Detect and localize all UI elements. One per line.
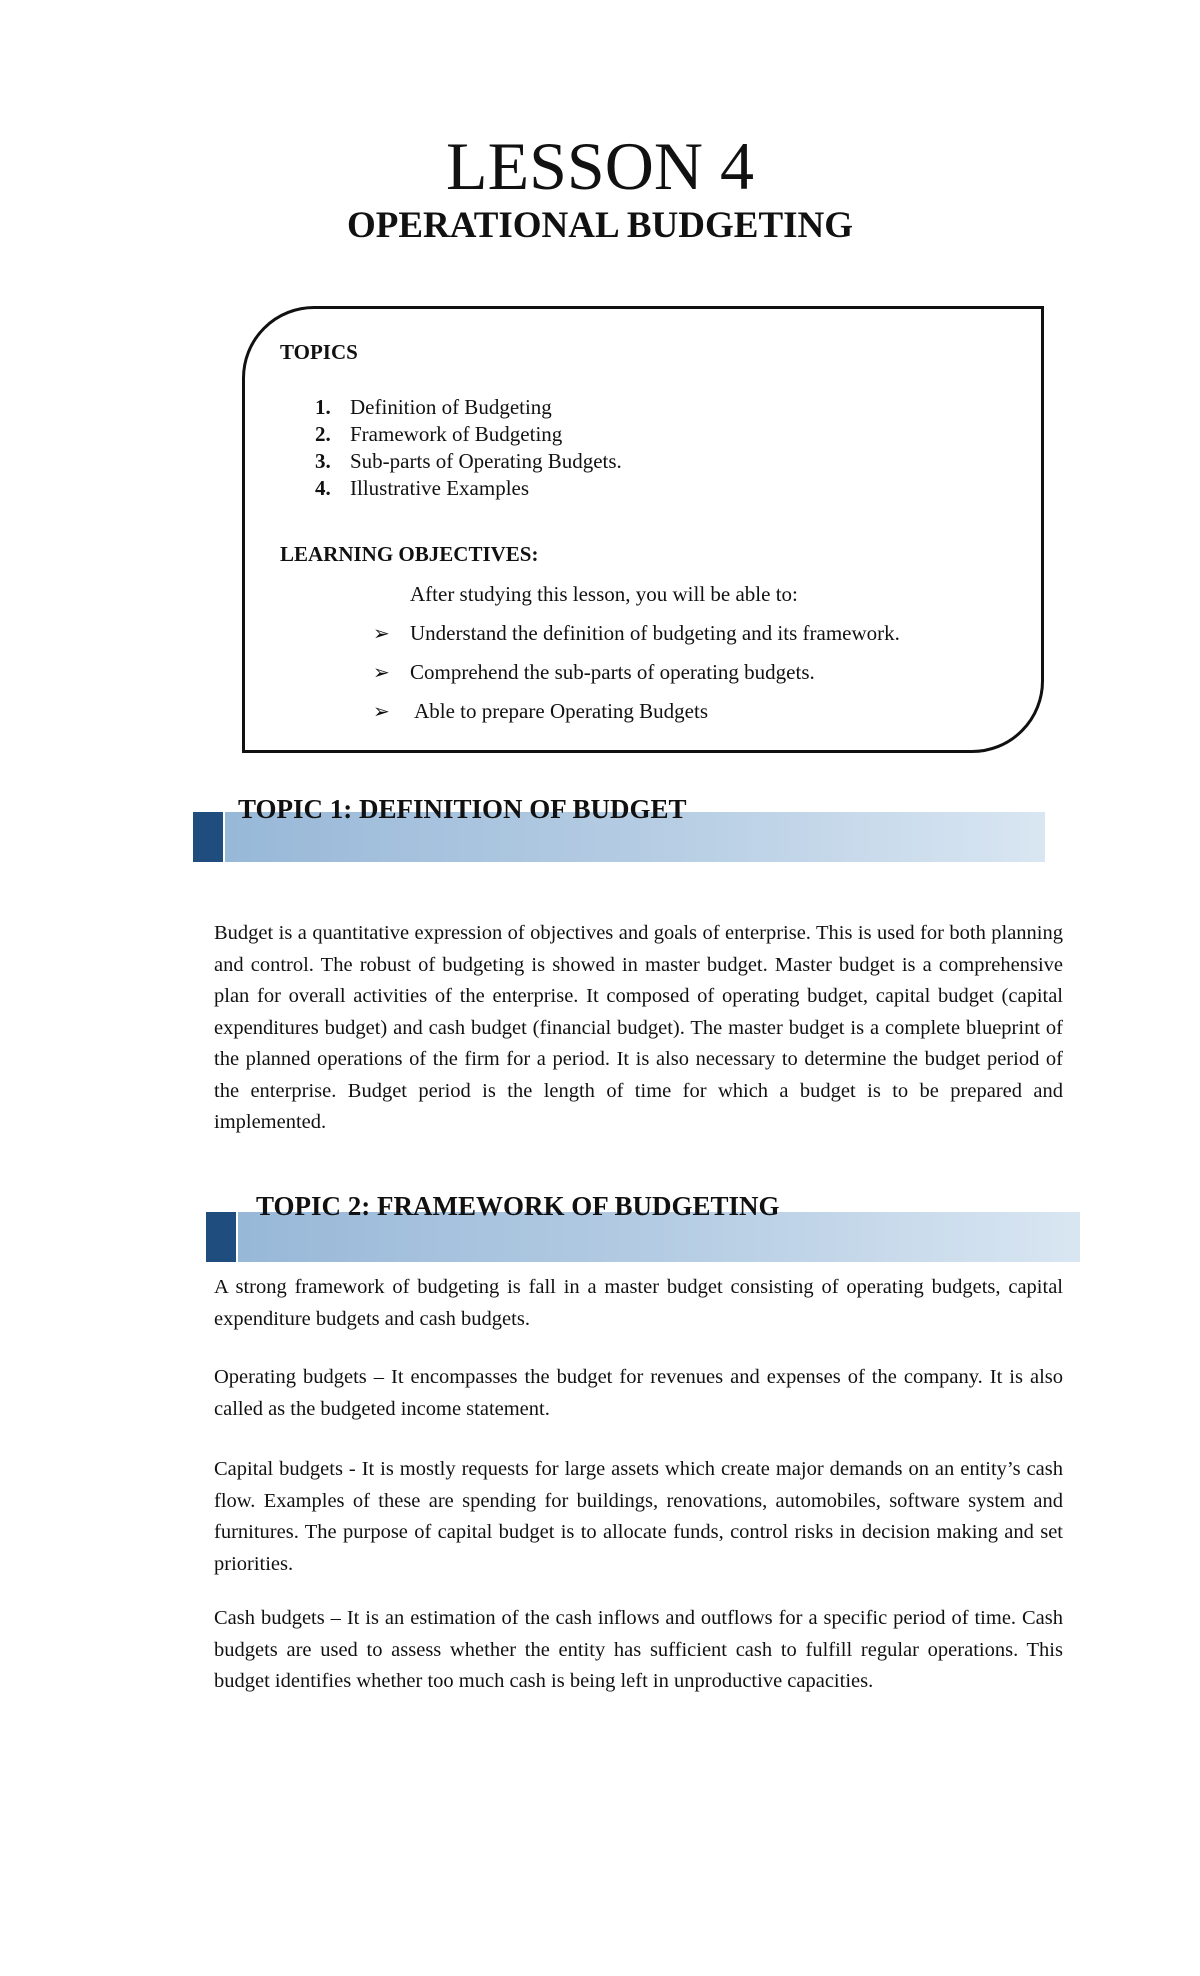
- topic-number: 4.: [315, 476, 331, 500]
- topic1-paragraph: Budget is a quantitative expression of objectives and goals of enterprise. This is used for both planning and control. The robust of budgeting is showed in master budget. Master budget is a comprehensive plan for overall activities of the enterprise. It composed of operating budget, capital budget (capital expenditures budget) and cash budget (financial budget). The master budget is a complete blueprint of the planned operations of the firm for a period. It is also necessary to determine the budget period of the enterprise. Budget period is the length of time for which a budget is to be prepared and implemented.: [214, 922, 1063, 1133]
- topic-label: Illustrative Examples: [350, 476, 530, 500]
- topic-item: [280, 475, 622, 502]
- topic-item: [280, 394, 622, 421]
- topic-number: 3.: [315, 449, 331, 473]
- topic2-paragraph-cash: Cash budgets – It is an estimation of the cash inflows and outflows for a specific period of time. Cash budgets are used to assess whether the entity has sufficient cash to fulfill regular operations. This budget identifies whether too much cash is being left in unproductive capacities.: [214, 1607, 1063, 1692]
- arrow-bullet-icon: ➢: [373, 699, 390, 723]
- topics-heading: TOPICS: [280, 340, 358, 364]
- topics-list: [280, 394, 622, 502]
- objective-item: [373, 659, 900, 698]
- topic2-paragraph-intro: A strong framework of budgeting is fall in a master budget consisting of operating budgets, capital expenditure budgets and cash budgets.: [214, 1276, 1063, 1330]
- lesson-subtitle: OPERATIONAL BUDGETING: [346, 205, 854, 246]
- topics-box: [242, 306, 1044, 753]
- objective-item: [373, 620, 900, 659]
- topic-number: 2.: [315, 422, 331, 446]
- topic1-heading: TOPIC 1: DEFINITION OF BUDGET: [238, 794, 687, 824]
- topic2-heading: TOPIC 2: FRAMEWORK OF BUDGETING: [256, 1191, 780, 1221]
- objectives-heading: LEARNING OBJECTIVES:: [280, 542, 539, 566]
- topic-number: 1.: [315, 395, 331, 419]
- topic-label: Definition of Budgeting: [350, 395, 552, 419]
- arrow-bullet-icon: ➢: [373, 621, 390, 645]
- topic-item: [280, 421, 622, 448]
- section-marker-topic2: [206, 1212, 236, 1262]
- objective-label: Able to prepare Operating Budgets: [410, 699, 708, 723]
- arrow-bullet-icon: ➢: [373, 660, 390, 684]
- objective-label: Understand the definition of budgeting and its framework.: [410, 621, 900, 645]
- section-marker-topic1: [193, 812, 223, 862]
- objective-item: [373, 698, 900, 737]
- objectives-list: [373, 620, 900, 737]
- lesson-title: LESSON 4: [446, 128, 754, 204]
- objectives-intro: After studying this lesson, you will be able to:: [410, 582, 798, 606]
- topic-item: [280, 448, 622, 475]
- topic-label: Sub-parts of Operating Budgets.: [350, 449, 622, 473]
- topic2-paragraph-capital: Capital budgets - It is mostly requests for large assets which create major demands on an entity’s cash flow. Examples of these are spending for buildings, renovations, automobiles, software system and furnitures. The purpose of capital budget is to allocate funds, control risks in decision making and set priorities.: [214, 1458, 1063, 1575]
- topic2-paragraph-operating: Operating budgets – It encompasses the budget for revenues and expenses of the company. It is also called as the budgeted income statement.: [214, 1366, 1063, 1420]
- topic-label: Framework of Budgeting: [350, 422, 563, 446]
- objective-label: Comprehend the sub-parts of operating budgets.: [410, 660, 815, 684]
